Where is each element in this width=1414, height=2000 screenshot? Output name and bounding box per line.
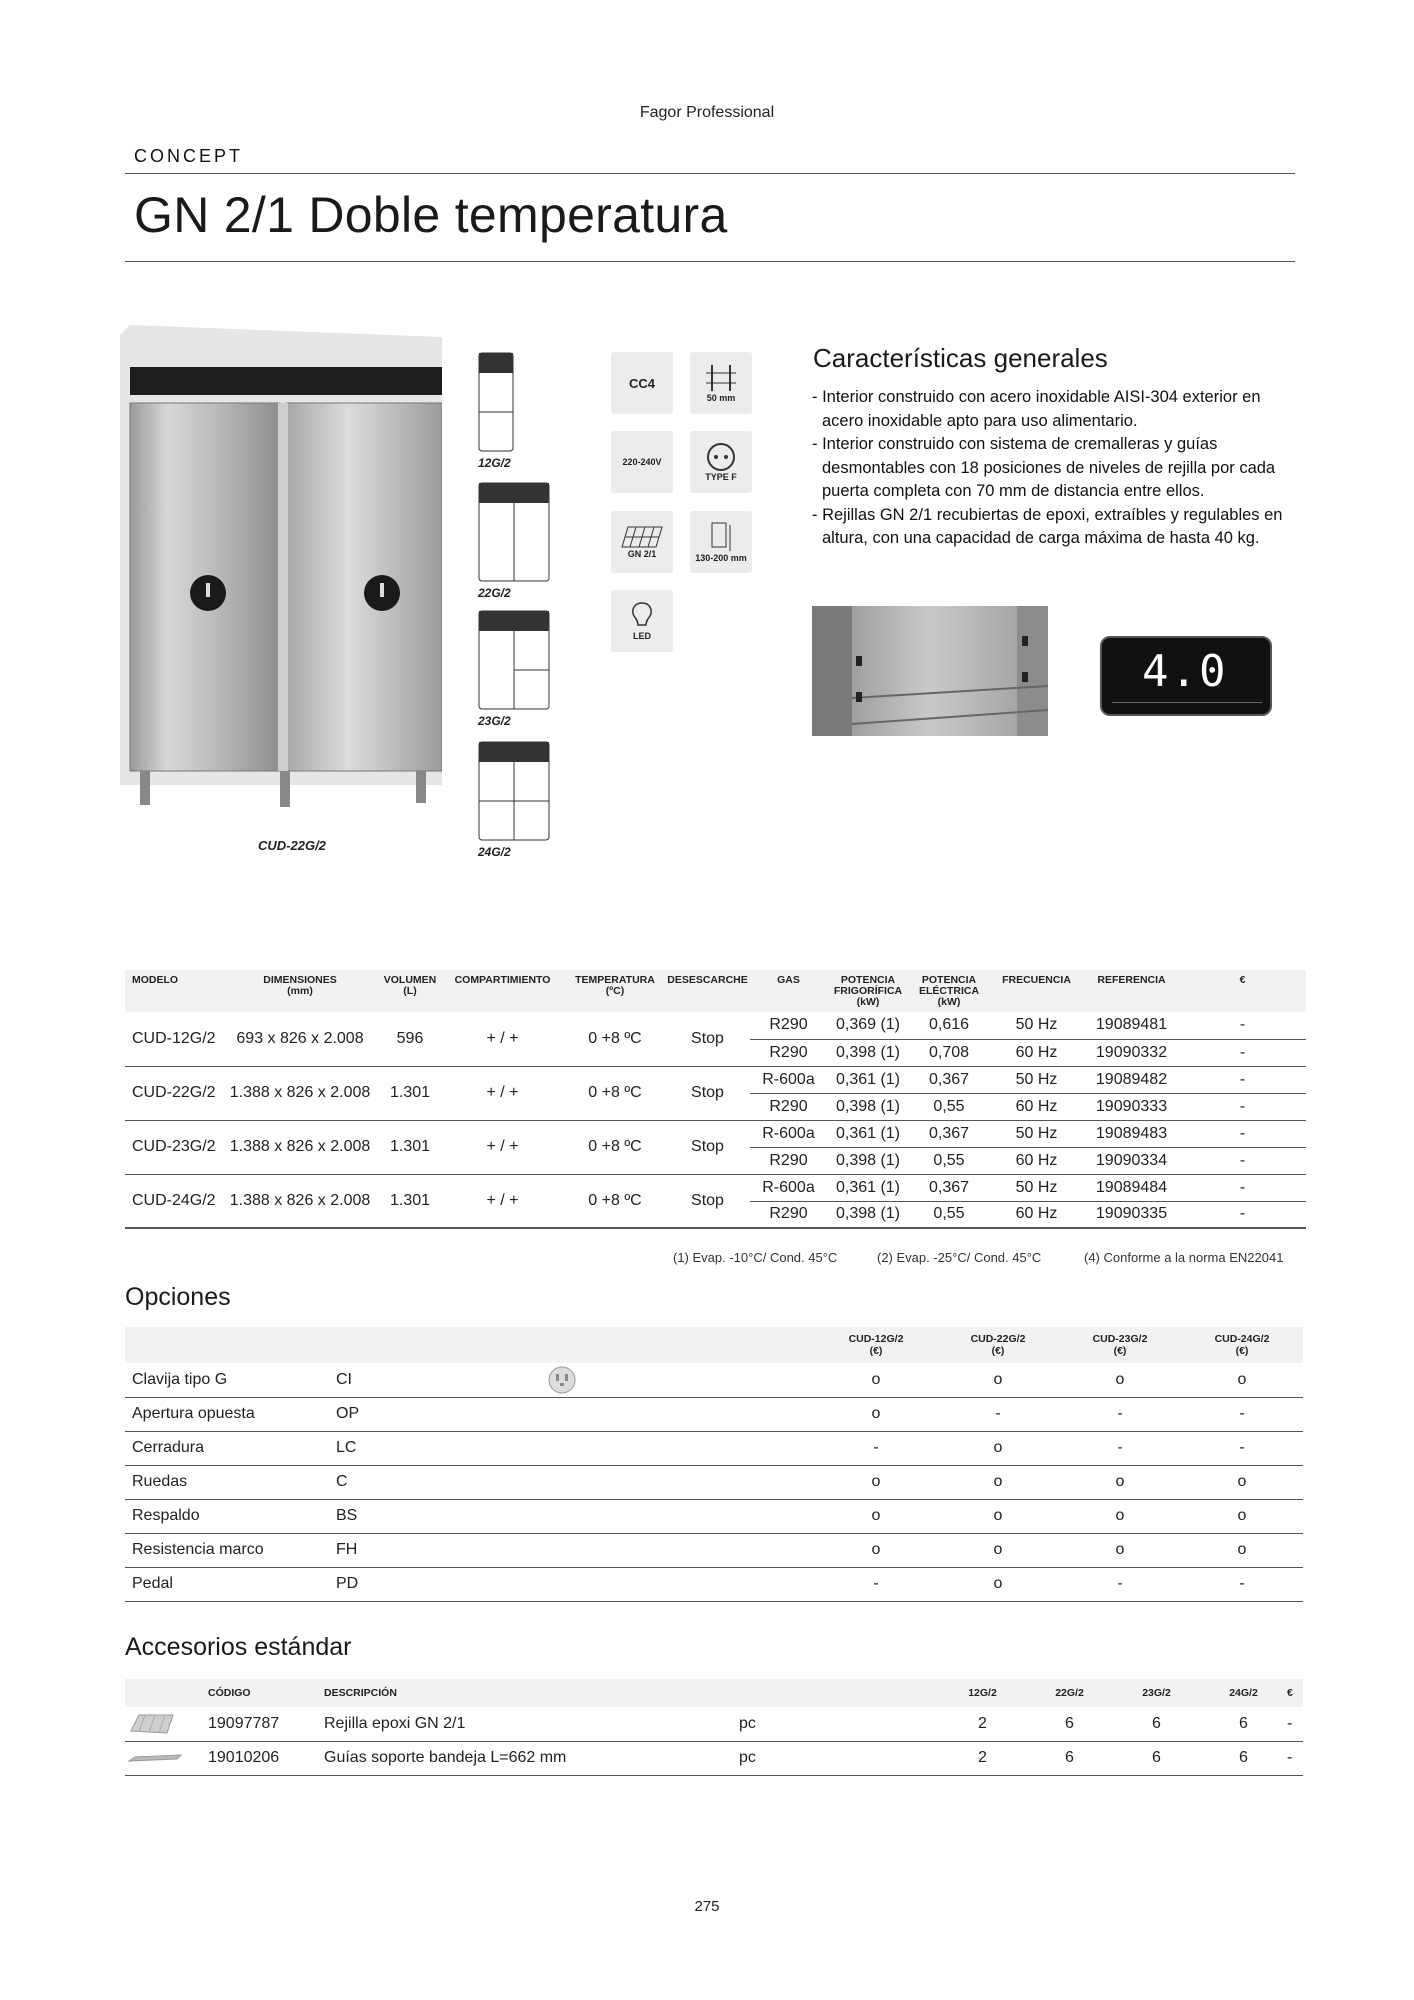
option-value: o	[815, 1397, 937, 1431]
cell-freq: 60 Hz	[989, 1201, 1084, 1228]
col-frecuencia: FRECUENCIA	[989, 970, 1084, 1012]
led-icon	[611, 590, 673, 652]
option-value: o	[937, 1431, 1059, 1465]
cell-des: Stop	[665, 1174, 750, 1228]
cell-gas: R-600a	[750, 1066, 827, 1093]
led-label: LED	[633, 631, 651, 641]
general-list	[812, 386, 1302, 551]
cell-des: Stop	[665, 1066, 750, 1120]
cell-price: -	[1179, 1201, 1306, 1228]
cell-ref: 19090335	[1084, 1201, 1179, 1228]
cell-frig: 0,361 (1)	[827, 1174, 909, 1201]
divider	[125, 173, 1295, 174]
cell-price: -	[1179, 1093, 1306, 1120]
cell-des: Stop	[665, 1012, 750, 1066]
cell-price: -	[1179, 1147, 1306, 1174]
option-name: Respaldo	[125, 1499, 325, 1533]
cell-modelo: CUD-23G/2	[125, 1120, 220, 1174]
cell-ref: 19090334	[1084, 1147, 1179, 1174]
option-value: o	[815, 1465, 937, 1499]
gn-tray-icon	[611, 511, 673, 573]
cc4-icon	[611, 352, 673, 414]
cell-frig: 0,398 (1)	[827, 1201, 909, 1228]
grid-shelf-icon	[129, 1711, 175, 1737]
cell-frig: 0,361 (1)	[827, 1120, 909, 1147]
col-gas: GAS	[750, 970, 827, 1012]
config-24g2	[478, 741, 554, 859]
option-value: -	[815, 1567, 937, 1601]
footnote: (2) Evap. -25°C/ Cond. 45°C	[877, 1250, 1042, 1265]
option-code: LC	[325, 1431, 475, 1465]
acc-qty: 2	[939, 1707, 1026, 1741]
option-value: o	[1059, 1533, 1181, 1567]
option-value: -	[1181, 1397, 1303, 1431]
divider	[125, 261, 1295, 262]
col-cud-22g2	[937, 1327, 1059, 1363]
display-reading: 4.0	[1142, 646, 1228, 697]
cell-freq: 60 Hz	[989, 1039, 1084, 1066]
cell-modelo: CUD-24G/2	[125, 1174, 220, 1228]
footnote: (1) Evap. -10°C/ Cond. 45°C	[673, 1250, 838, 1265]
col-unit: (kW)	[937, 996, 961, 1008]
config-diagram	[478, 482, 550, 582]
table-row	[125, 1707, 1303, 1741]
cell-frig: 0,369 (1)	[827, 1012, 909, 1039]
col-unit: (L)	[403, 985, 417, 997]
bulb-glyph	[629, 601, 655, 631]
col-label: CUD-22G/2	[970, 1333, 1026, 1345]
option-value: -	[937, 1397, 1059, 1431]
cell-modelo: CUD-12G/2	[125, 1012, 220, 1066]
acc-code: 19010206	[208, 1741, 324, 1775]
cell-gas: R-600a	[750, 1174, 827, 1201]
col-unit: (kW)	[856, 996, 880, 1008]
footnote: (4) Conforme a la norma EN22041	[1084, 1250, 1284, 1265]
cell-freq: 60 Hz	[989, 1147, 1084, 1174]
option-name: Resistencia marco	[125, 1533, 325, 1567]
option-value: o	[815, 1533, 937, 1567]
cell-price: -	[1179, 1174, 1306, 1201]
cc4-label: CC4	[628, 375, 655, 391]
option-code: CI	[325, 1363, 475, 1397]
grid-glyph	[620, 525, 664, 549]
cell-elec: 0,367	[909, 1120, 989, 1147]
cell-ref: 19090332	[1084, 1039, 1179, 1066]
option-value: o	[937, 1363, 1059, 1397]
acc-qty: 6	[1113, 1707, 1200, 1741]
col-modelo: MODELO	[125, 970, 220, 1012]
cell-temp: 0 +8 ºC	[565, 1066, 665, 1120]
col-codigo: CÓDIGO	[208, 1679, 324, 1707]
col-unit: (mm)	[287, 985, 313, 997]
accesorios-table	[125, 1679, 1303, 1776]
voltage-icon	[611, 431, 673, 493]
col-label: ELÉCTRICA	[918, 985, 980, 997]
acc-qty: 2	[939, 1741, 1026, 1775]
opciones-title: Opciones	[125, 1283, 231, 1311]
general-title: Características generales	[813, 343, 1108, 373]
option-code: OP	[325, 1397, 475, 1431]
plug-type-label: TYPE F	[705, 472, 737, 482]
cell-comp: + / +	[440, 1066, 565, 1120]
col-label: FRIGORÍFICA	[833, 985, 903, 997]
col-label: POTENCIA	[921, 974, 977, 986]
option-value: -	[1181, 1431, 1303, 1465]
cell-price: -	[1179, 1120, 1306, 1147]
page-number: 275	[694, 1898, 720, 1915]
cell-price: -	[1179, 1012, 1306, 1039]
cell-ref: 19089484	[1084, 1174, 1179, 1201]
col-descripcion: DESCRIPCIÓN	[324, 1679, 719, 1707]
general-item: - Rejillas GN 2/1 recubiertas de epoxi, extraíbles y regulables en altura, con una capacidad de carga máxima de hasta 40 kg.	[812, 505, 1283, 547]
acc-qty: 6	[1026, 1741, 1113, 1775]
acc-qty: 6	[1026, 1707, 1113, 1741]
cell-frig: 0,398 (1)	[827, 1147, 909, 1174]
cell-ref: 19089481	[1084, 1012, 1179, 1039]
table-row	[125, 1363, 1303, 1397]
option-value: -	[1181, 1567, 1303, 1601]
cell-des: Stop	[665, 1120, 750, 1174]
option-value: o	[1181, 1465, 1303, 1499]
controller-display	[1100, 636, 1272, 716]
acc-unit: pc	[719, 1707, 939, 1741]
cell-gas: R290	[750, 1012, 827, 1039]
option-value: -	[1059, 1431, 1181, 1465]
option-name: Ruedas	[125, 1465, 325, 1499]
cell-vol: 1.301	[380, 1120, 440, 1174]
config-22g2	[478, 482, 554, 600]
option-value: o	[815, 1363, 937, 1397]
config-diagram	[478, 741, 550, 841]
config-12g2	[478, 352, 550, 470]
table-row	[125, 1066, 1306, 1093]
cell-gas: R290	[750, 1093, 827, 1120]
option-name: Pedal	[125, 1567, 325, 1601]
option-code: FH	[325, 1533, 475, 1567]
option-code: C	[325, 1465, 475, 1499]
option-value: -	[1059, 1397, 1181, 1431]
cell-modelo: CUD-22G/2	[125, 1066, 220, 1120]
voltage-label: 220-240V	[622, 457, 662, 467]
interior-photo	[812, 606, 1048, 736]
col-22g2: 22G/2	[1026, 1679, 1113, 1707]
cell-gas: R290	[750, 1039, 827, 1066]
option-value: o	[937, 1533, 1059, 1567]
col-cud-24g2	[1181, 1327, 1303, 1363]
option-value: o	[1181, 1533, 1303, 1567]
cell-freq: 60 Hz	[989, 1093, 1084, 1120]
col-referencia: REFERENCIA	[1084, 970, 1179, 1012]
cell-elec: 0,367	[909, 1066, 989, 1093]
cell-dim: 1.388 x 826 x 2.008	[220, 1066, 380, 1120]
cell-comp: + / +	[440, 1120, 565, 1174]
option-value: o	[1059, 1363, 1181, 1397]
option-value: o	[1181, 1499, 1303, 1533]
col-unit: (€)	[869, 1345, 883, 1357]
cell-frig: 0,398 (1)	[827, 1039, 909, 1066]
cell-freq: 50 Hz	[989, 1174, 1084, 1201]
opciones-table	[125, 1327, 1303, 1602]
cell-temp: 0 +8 ºC	[565, 1174, 665, 1228]
col-compartimiento: COMPARTIMIENTO	[440, 970, 565, 1012]
config-label: 12G/2	[478, 456, 511, 470]
table-row	[125, 1567, 1303, 1601]
table-row	[125, 1120, 1306, 1147]
option-name: Cerradura	[125, 1431, 325, 1465]
acc-qty: 6	[1200, 1707, 1287, 1741]
cell-elec: 0,708	[909, 1039, 989, 1066]
col-dimensiones	[220, 970, 380, 1012]
col-temperatura	[565, 970, 665, 1012]
col-desescarche: DESESCARCHE	[665, 970, 750, 1012]
acc-qty: 6	[1200, 1741, 1287, 1775]
col-label: CUD-12G/2	[848, 1333, 904, 1345]
option-value: o	[815, 1499, 937, 1533]
plug-glyph	[706, 442, 736, 472]
accesorios-header-row	[125, 1679, 1303, 1707]
shelf-distance-label: 50 mm	[706, 393, 736, 403]
table-row	[125, 1397, 1303, 1431]
col-label: CUD-23G/2	[1092, 1333, 1148, 1345]
leg-height-label: 130-200 mm	[695, 553, 747, 563]
col-unit: (€)	[1113, 1345, 1127, 1357]
shelf-distance-glyph	[704, 363, 738, 393]
cell-comp: + / +	[440, 1174, 565, 1228]
col-euro: €	[1287, 1679, 1303, 1707]
col-label: DIMENSIONES	[263, 974, 337, 986]
col-24g2: 24G/2	[1200, 1679, 1287, 1707]
option-code: BS	[325, 1499, 475, 1533]
col-volumen	[380, 970, 440, 1012]
general-item: - Interior construido con acero inoxidable AISI-304 exterior en acero inoxidable apto para uso alimentario.	[812, 388, 1261, 430]
col-euro: €	[1179, 970, 1306, 1012]
general-item: - Interior construido con sistema de cremalleras y guías desmontables con 18 posiciones de niveles de rejilla por cada puerta completa con 70 mm de distancia entre ellos.	[812, 435, 1276, 500]
col-12g2: 12G/2	[939, 1679, 1026, 1707]
option-value: o	[1059, 1465, 1181, 1499]
option-code: PD	[325, 1567, 475, 1601]
table-row	[125, 1741, 1303, 1775]
cell-dim: 693 x 826 x 2.008	[220, 1012, 380, 1066]
cell-gas: R-600a	[750, 1120, 827, 1147]
col-potencia-electrica	[909, 970, 989, 1012]
col-unit: (€)	[1235, 1345, 1249, 1357]
acc-price: -	[1287, 1707, 1303, 1741]
cell-dim: 1.388 x 826 x 2.008	[220, 1120, 380, 1174]
cell-ref: 19089482	[1084, 1066, 1179, 1093]
cell-elec: 0,616	[909, 1012, 989, 1039]
product-caption: CUD-22G/2	[258, 838, 326, 853]
cell-vol: 1.301	[380, 1066, 440, 1120]
cell-vol: 596	[380, 1012, 440, 1066]
col-unit: (€)	[991, 1345, 1005, 1357]
cell-price: -	[1179, 1039, 1306, 1066]
acc-price: -	[1287, 1741, 1303, 1775]
cell-gas: R290	[750, 1147, 827, 1174]
option-value: o	[937, 1499, 1059, 1533]
col-23g2: 23G/2	[1113, 1679, 1200, 1707]
section-label: CONCEPT	[134, 146, 244, 166]
table-row	[125, 1499, 1303, 1533]
acc-desc: Guías soporte bandeja L=662 mm	[324, 1741, 719, 1775]
product-photo	[120, 325, 442, 817]
col-label: CUD-24G/2	[1214, 1333, 1270, 1345]
option-value: o	[1059, 1499, 1181, 1533]
display-buttons	[1112, 702, 1262, 708]
table-row	[125, 1431, 1303, 1465]
option-value: -	[1059, 1567, 1181, 1601]
cell-comp: + / +	[440, 1012, 565, 1066]
option-value: o	[937, 1567, 1059, 1601]
cell-elec: 0,55	[909, 1201, 989, 1228]
opciones-header-row	[125, 1327, 1303, 1363]
table-row	[125, 1174, 1306, 1201]
option-value: o	[937, 1465, 1059, 1499]
leg-glyph	[708, 521, 734, 553]
cell-frig: 0,398 (1)	[827, 1093, 909, 1120]
col-cud-23g2	[1059, 1327, 1181, 1363]
cell-temp: 0 +8 ºC	[565, 1012, 665, 1066]
cell-elec: 0,55	[909, 1147, 989, 1174]
acc-unit: pc	[719, 1741, 939, 1775]
config-23g2	[478, 610, 554, 728]
cell-elec: 0,55	[909, 1093, 989, 1120]
acc-qty: 6	[1113, 1741, 1200, 1775]
plug-g-icon	[547, 1365, 577, 1395]
brand-name: Fagor Professional	[639, 104, 775, 121]
cell-ref: 19089483	[1084, 1120, 1179, 1147]
option-value: -	[815, 1431, 937, 1465]
accesorios-title: Accesorios estándar	[125, 1633, 352, 1661]
option-value: o	[1181, 1363, 1303, 1397]
config-diagram	[478, 610, 550, 710]
config-diagram	[478, 352, 514, 452]
plug-type-f-icon	[690, 431, 752, 493]
cell-dim: 1.388 x 826 x 2.008	[220, 1174, 380, 1228]
col-label: POTENCIA	[840, 974, 896, 986]
leg-height-icon	[690, 511, 752, 573]
specs-table	[125, 970, 1306, 1229]
cell-ref: 19090333	[1084, 1093, 1179, 1120]
table-row	[125, 1012, 1306, 1039]
config-label: 22G/2	[478, 586, 511, 600]
acc-code: 19097787	[208, 1707, 324, 1741]
cell-price: -	[1179, 1066, 1306, 1093]
guide-rail-icon	[127, 1751, 183, 1765]
cell-freq: 50 Hz	[989, 1012, 1084, 1039]
option-name: Clavija tipo G	[125, 1363, 325, 1397]
cell-temp: 0 +8 ºC	[565, 1120, 665, 1174]
cell-elec: 0,367	[909, 1174, 989, 1201]
col-label: TEMPERATURA	[575, 974, 655, 986]
page-title: GN 2/1 Doble temperatura	[134, 187, 728, 243]
col-label: VOLUMEN	[383, 974, 437, 986]
config-label: 24G/2	[478, 845, 511, 859]
col-unit: (ºC)	[605, 985, 625, 997]
cell-freq: 50 Hz	[989, 1120, 1084, 1147]
table-row	[125, 1465, 1303, 1499]
option-name: Apertura opuesta	[125, 1397, 325, 1431]
config-label: 23G/2	[478, 714, 511, 728]
gn-tray-label: GN 2/1	[627, 549, 657, 559]
cell-freq: 50 Hz	[989, 1066, 1084, 1093]
cell-gas: R290	[750, 1201, 827, 1228]
specs-header-row	[125, 970, 1306, 1012]
cell-vol: 1.301	[380, 1174, 440, 1228]
shelf-distance-icon	[690, 352, 752, 414]
table-row	[125, 1533, 1303, 1567]
col-cud-12g2	[815, 1327, 937, 1363]
col-potencia-frigorifica	[827, 970, 909, 1012]
acc-desc: Rejilla epoxi GN 2/1	[324, 1707, 719, 1741]
cell-frig: 0,361 (1)	[827, 1066, 909, 1093]
